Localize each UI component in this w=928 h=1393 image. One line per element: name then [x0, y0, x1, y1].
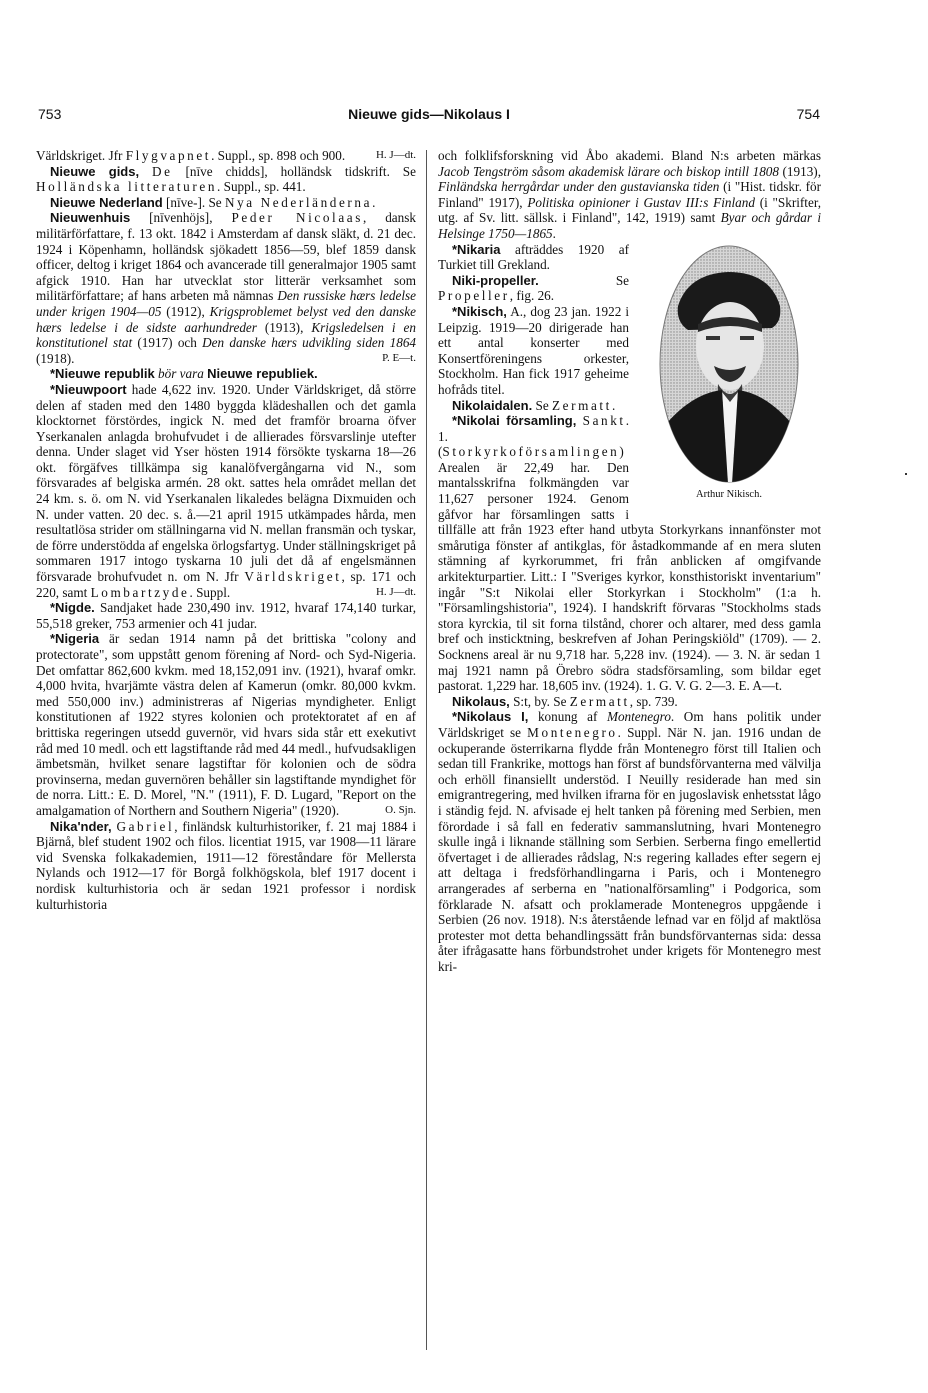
headword: Nieuwe Nederland	[50, 194, 163, 210]
headword: *Nigde.	[50, 600, 95, 616]
headword: *Nikolaus I,	[452, 709, 529, 725]
stray-mark	[905, 473, 907, 475]
entry-varldskriget-cont: Världskriget. Jfr Flygvapnet. Suppl., sp. 898 och 900. H. J—dt.	[36, 148, 416, 163]
entry-nikaria: *Nikaria afträddes 1920 af Turkiet till Grekland.	[438, 241, 629, 273]
headword: Nikolaus,	[452, 693, 510, 709]
headword: Nika'nder,	[50, 818, 112, 834]
entry-nikolaus: Nikolaus, S:t, by. Se Zermatt, sp. 739.	[452, 693, 678, 709]
entry-nieuwe-gids: Nieuwe gids, De [nīve chidds], holländsk tidskrift. Se Holländska litteraturen. Suppl., sp. 441.	[36, 163, 416, 195]
page-number-right: 754	[796, 106, 820, 122]
entry-nikolai-forsamling: *Nikolai församling, Sankt. 1. (Storkyrkoförsamlingen) Arealen är 22,49 har. Den mantalsskrifna folkmängden var 11,627 personer 1924. Genom gåfvor har församlingen satts i tillfälle att från 1923 efter hand utbyta Storkyrkans innanfönster mot smårutiga fönster af antikglas, för åstadkommande af en mera sluten stämning af kyrkorummet, fri från anblicken af omgifvande arkitekturpartier. Litt.: I "Sveriges kyrkor, konsthistoriskt inventarium" ingår "S:t Nikolai eller Storkyrkan i Stockholm" (1:a h. "Församlingshistoria", 1924). I handskrift förvaras "Stockholms stads stora kyrckia, til sit forna tilstånd, chorer och altarer, med dess gamla bref och insticktning, beskrefven af Johan Peringskiöld" (1709). — 2. Socknens areal är nu 9,718 har. 5,228 inv. (1924). — 3. N. är sedan 1 maj 1921 namn på Örebro södra stadsförsamling, som bildar eget pastorat. 1,229 har. 18,605 inv. (1924). 1. G. V. G. 2—3. E. A—t.	[438, 413, 821, 694]
headword: *Nikisch,	[452, 303, 507, 319]
headword: Niki-propeller.	[452, 272, 539, 288]
entry-nigde: *Nigde. Sandjaket hade 230,490 inv. 1912, hvaraf 174,140 turkar, 55,518 greker, 753 armenier och 41 judar.	[36, 600, 416, 631]
running-title: Nieuwe gids—Nikolaus I	[348, 106, 510, 122]
signature: H. J—dt.	[375, 149, 416, 161]
signature: H. J—dt.	[375, 585, 416, 598]
entry-nieuwe-republik: *Nieuwe republik bör vara Nieuwe republiek.	[50, 366, 318, 382]
signature: P. E—t.	[382, 351, 416, 364]
right-column	[438, 148, 821, 974]
headword: *Nigeria	[50, 631, 100, 647]
page-header	[38, 106, 820, 128]
entry-nikolaus-i: *Nikolaus I, konung af Montenegro. Om hans politik under Världskriget se Montenegro. Suppl. När N. jan. 1916 undan de ockuperande österrikarna flydde från Montenegro först till Italien och sedan till Frankrike, mottogs han först af bundsförvanterna med välvilja och erhöll finansiellt understöd. I Neuilly residerade han med sin emigrantregering, med hvilken ifrarna för en jugoslavisk enhetsstat lågo i ständig fejd. N. afvisade ej helt tanken på förening med Serbien, men förordade i så fall en federativ sammanslutning, hvari Montenegro skulle ingå i liknande ställning som Serbien. Serberna fingo emellertid öfvertaget i de allierades rådslag, N:s regering kallades efter segern ej att deltaga i fredsförhandlingarna i Paris, och i Montenegro arrangerades af serberna en "nationalförsamling" i Podgorica, som förklarade N. afsatt och proklamerade Montenegros uppgående i Serbien (26 nov. 1918). N:s återstående lefnad var en följd af maktlösa protester mot detta behandlingssätt från bundsförvanternas sida: dessa åter ifrågasatte hans förbundstrohet under krigets för Montenegro mest kri-	[438, 709, 821, 974]
entry-nieuwpoort: *Nieuwpoort hade 4,622 inv. 1920. Under Världskriget, då större delen af staden med den 1480 byggda klädeshallen och det gamla klocktornet förstördes, ingick N. med det framför broarna öfver Yserkanalen anlagda brohufvudet i de allierades försvarslinje utefter denna. Under slaget vid Yser hösten 1914 försökte tyskarna 18—26 okt. förgäfves tillkämpa sig kanalöfvergångarna vid N., som försvarades af belgiska armén. 28 okt. sattes hela området mellan det 24 km. s. ö. om N. vid Yserkanalen likaledes belägna Dixmuiden och N. under vatten. 20 dec. s. å.—21 april 1915 utkämpades hårda, men resultatlösa strider om ställningarna vid N. mellan fransmän och tyskar, de förre understödda af engelska örlogsfartyg. Under ställningskriget på sommaren 1917 intogo tyskarna 10 juli det då af engelsmännen försvarade brohufvudet n. om N. Jfr Världskriget, sp. 171 och 220, samt Lombartzyde. Suppl. H. J—dt.	[36, 381, 416, 600]
entry-nieuwe-nederland: Nieuwe Nederland [nīve-]. Se Nya Nederländerna.	[50, 194, 376, 210]
headword: *Nieuwpoort	[50, 381, 127, 397]
page-number-left: 753	[38, 106, 62, 122]
entry-nigeria: *Nigeria är sedan 1914 namn på det brittiska "colony and protectorate", som uppstått genom förening af Nord- och Syd-Nigeria. Det omfattar 862,600 kvkm. med 18,152,091 inv. (1921), hvaraf omkr. 4,000 hvita, hvarjämte västra delen af Kamerun (omkr. 80,000 kvkm. med 550,000 inv.) administreras af Nigerias myndigheter. Enligt konstitutionen af 1922 styres kolonien och protektoratet af en af brittiska regeringen utsedd guvernör, vid hvars sida står ett exekutivt råd med 10 medl. och ett lagstiftande råd med 44 medl., hufvudsakligen ämbetsmän, hvilket senare lagstiftar för kolonien och de södra provinserna, medan guvernören behåller sin lagstiftande myndighet för de norra. Litt.: E. D. Morel, "N." (1911), F. D. Lugard, "Report on the amalgamation of Northern and Southern Nigeria" (1920). O. Sjn.	[36, 631, 416, 818]
entry-nieuwenhuis: Nieuwenhuis [nīvenhöjs], Peder Nicolaas, dansk militärförfattare, f. 13 okt. 1842 i Amsterdam af dansk släkt, d. 21 dec. 1924 i Köpenhamn, holländsk sjökadett 1856—59, blef 1859 dansk officer, deltog i kriget 1864 och avancerade till generalmajor 1905 samt afgick 1910. Han har utvecklat stor litterär verksamhet som militärförfattare; af hans arbeten må nämnas Den russiske hærs ledelse under krigen 1904—05 (1912), Krigsproblemet belyst ved den danske hærs ledelse i de sidste aarhundreder (1913), Krigsledelsen i en konstitutionel stat (1917) och Den danske hærs udvikling siden 1864 (1918). P. E—t.	[36, 210, 417, 366]
headword: *Nieuwe republik	[50, 366, 155, 382]
entry-nikolaidalen: Nikolaidalen. Se Zermatt.	[452, 397, 616, 413]
headword: Nieuwenhuis	[50, 210, 131, 226]
headword: Nieuwe gids,	[50, 163, 140, 179]
portrait-image	[658, 244, 800, 484]
entry-nikander-cont: och folklifsforskning vid Åbo akademi. Bland N:s arbeten märkas Jacob Tengström såsom akademisk lärare och biskop intill 1808 (1913), Finländska herrgårdar under den gustavianska tiden (i "Hist. tidskr. för Finland" 1917), Politiska opinioner i Gustav III:s Finland (i "Skrifter, utg. af Sv. litt. sällsk. i Finland", 142, 1919) samt Byar och gårdar i Helsinge 1750—1865.	[438, 148, 821, 241]
entry-nikisch: *Nikisch, A., dog 23 jan. 1922 i Leipzig. 1919—20 dirigerade han ett antal konserter med Konsertföreningens orkester, Stockholm. Han fick 1917 geheime hofråds titel.	[438, 303, 629, 397]
signature: O. Sjn.	[385, 803, 416, 816]
headword: *Nikolai församling,	[452, 413, 577, 429]
left-column	[36, 148, 416, 912]
figure-caption: Arthur Nikisch.	[696, 488, 762, 500]
entry-nikander: Nika'nder, Gabriel, finländsk kulturhistoriker, f. 21 maj 1884 i Bjärnå, blef student 1902 och filos. licentiat 1915, var 1908—11 lärare vid Svenska folkakademien, 1911—12 föreståndare för Mellersta Nylands och 1912—17 för Borgå folkhögskola, blef 1917 docent i nordisk kulturhistoria och är sedan 1921 professor i nordisk kulturhistoria	[36, 818, 416, 912]
portrait-figure	[637, 244, 821, 503]
headword: Nikolaidalen.	[452, 397, 533, 413]
entry-niki-propeller: Niki-propeller. Se Propeller, fig. 26.	[438, 272, 629, 304]
column-divider	[426, 150, 427, 1350]
headword: *Nikaria	[452, 241, 501, 257]
